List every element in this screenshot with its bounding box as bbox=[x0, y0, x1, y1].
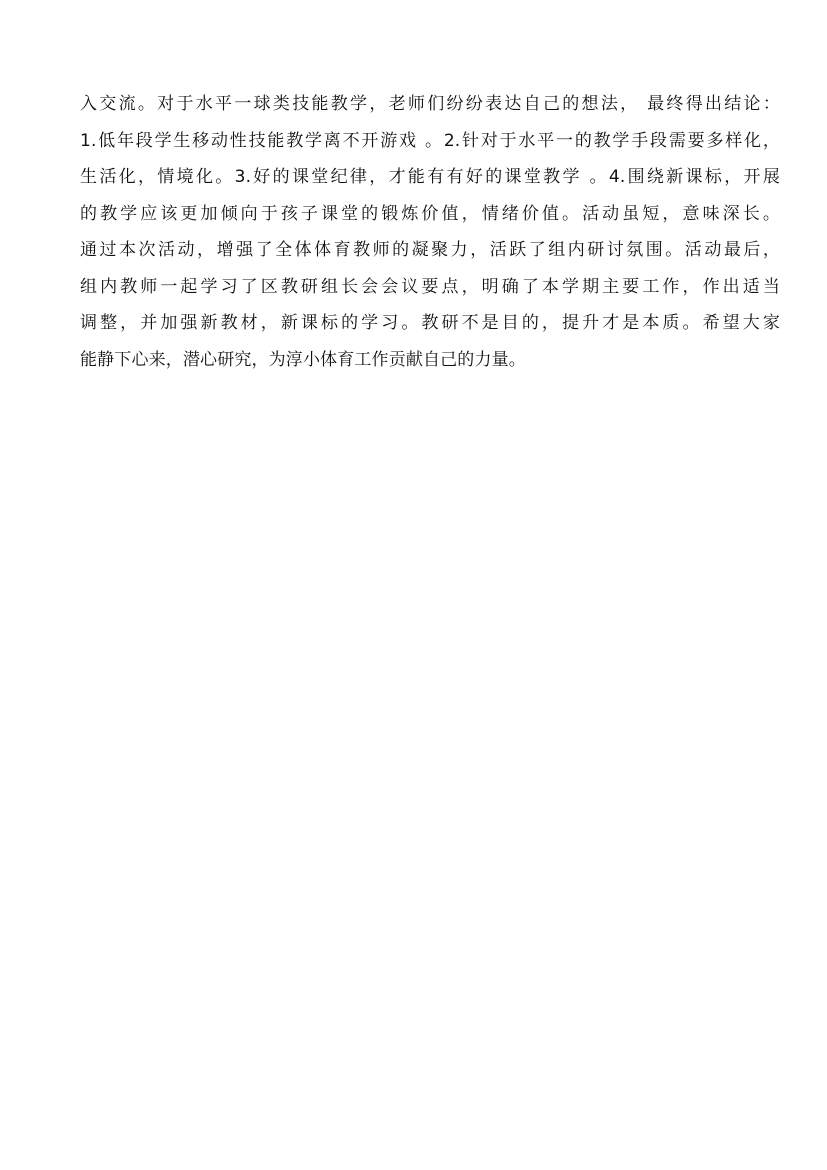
body-paragraph bbox=[80, 86, 780, 378]
paragraph-line: 通过本次活动，增强了全体体育教师的凝聚力，活跃了组内研讨氛围。活动最后， bbox=[80, 240, 780, 260]
paragraph-line: 生活化，情境化。3.好的课堂纪律，才能有有好的课堂教学 。4.围绕新课标，开展 bbox=[80, 167, 780, 187]
paragraph-line: 入交流。对于水平一球类技能教学，老师们纷纷表达自己的想法， 最终得出结论： bbox=[80, 94, 780, 114]
paragraph-line: 组内教师一起学习了区教研组长会会议要点，明确了本学期主要工作，作出适当 bbox=[80, 276, 780, 297]
paragraph-line: 的教学应该更加倾向于孩子课堂的锻炼价值，情绪价值。活动虽短，意味深长。 bbox=[80, 203, 780, 224]
paragraph-line: 1.低年段学生移动性技能教学离不开游戏 。2.针对于水平一的教学手段需要多样化， bbox=[80, 130, 780, 151]
paragraph-line: 调整，并加强新教材，新课标的学习。教研不是目的，提升才是本质。希望大家 bbox=[80, 313, 780, 333]
paragraph-line-last: 能静下心来，潜心研究，为淳小体育工作贡献自己的力量。 bbox=[80, 349, 526, 370]
